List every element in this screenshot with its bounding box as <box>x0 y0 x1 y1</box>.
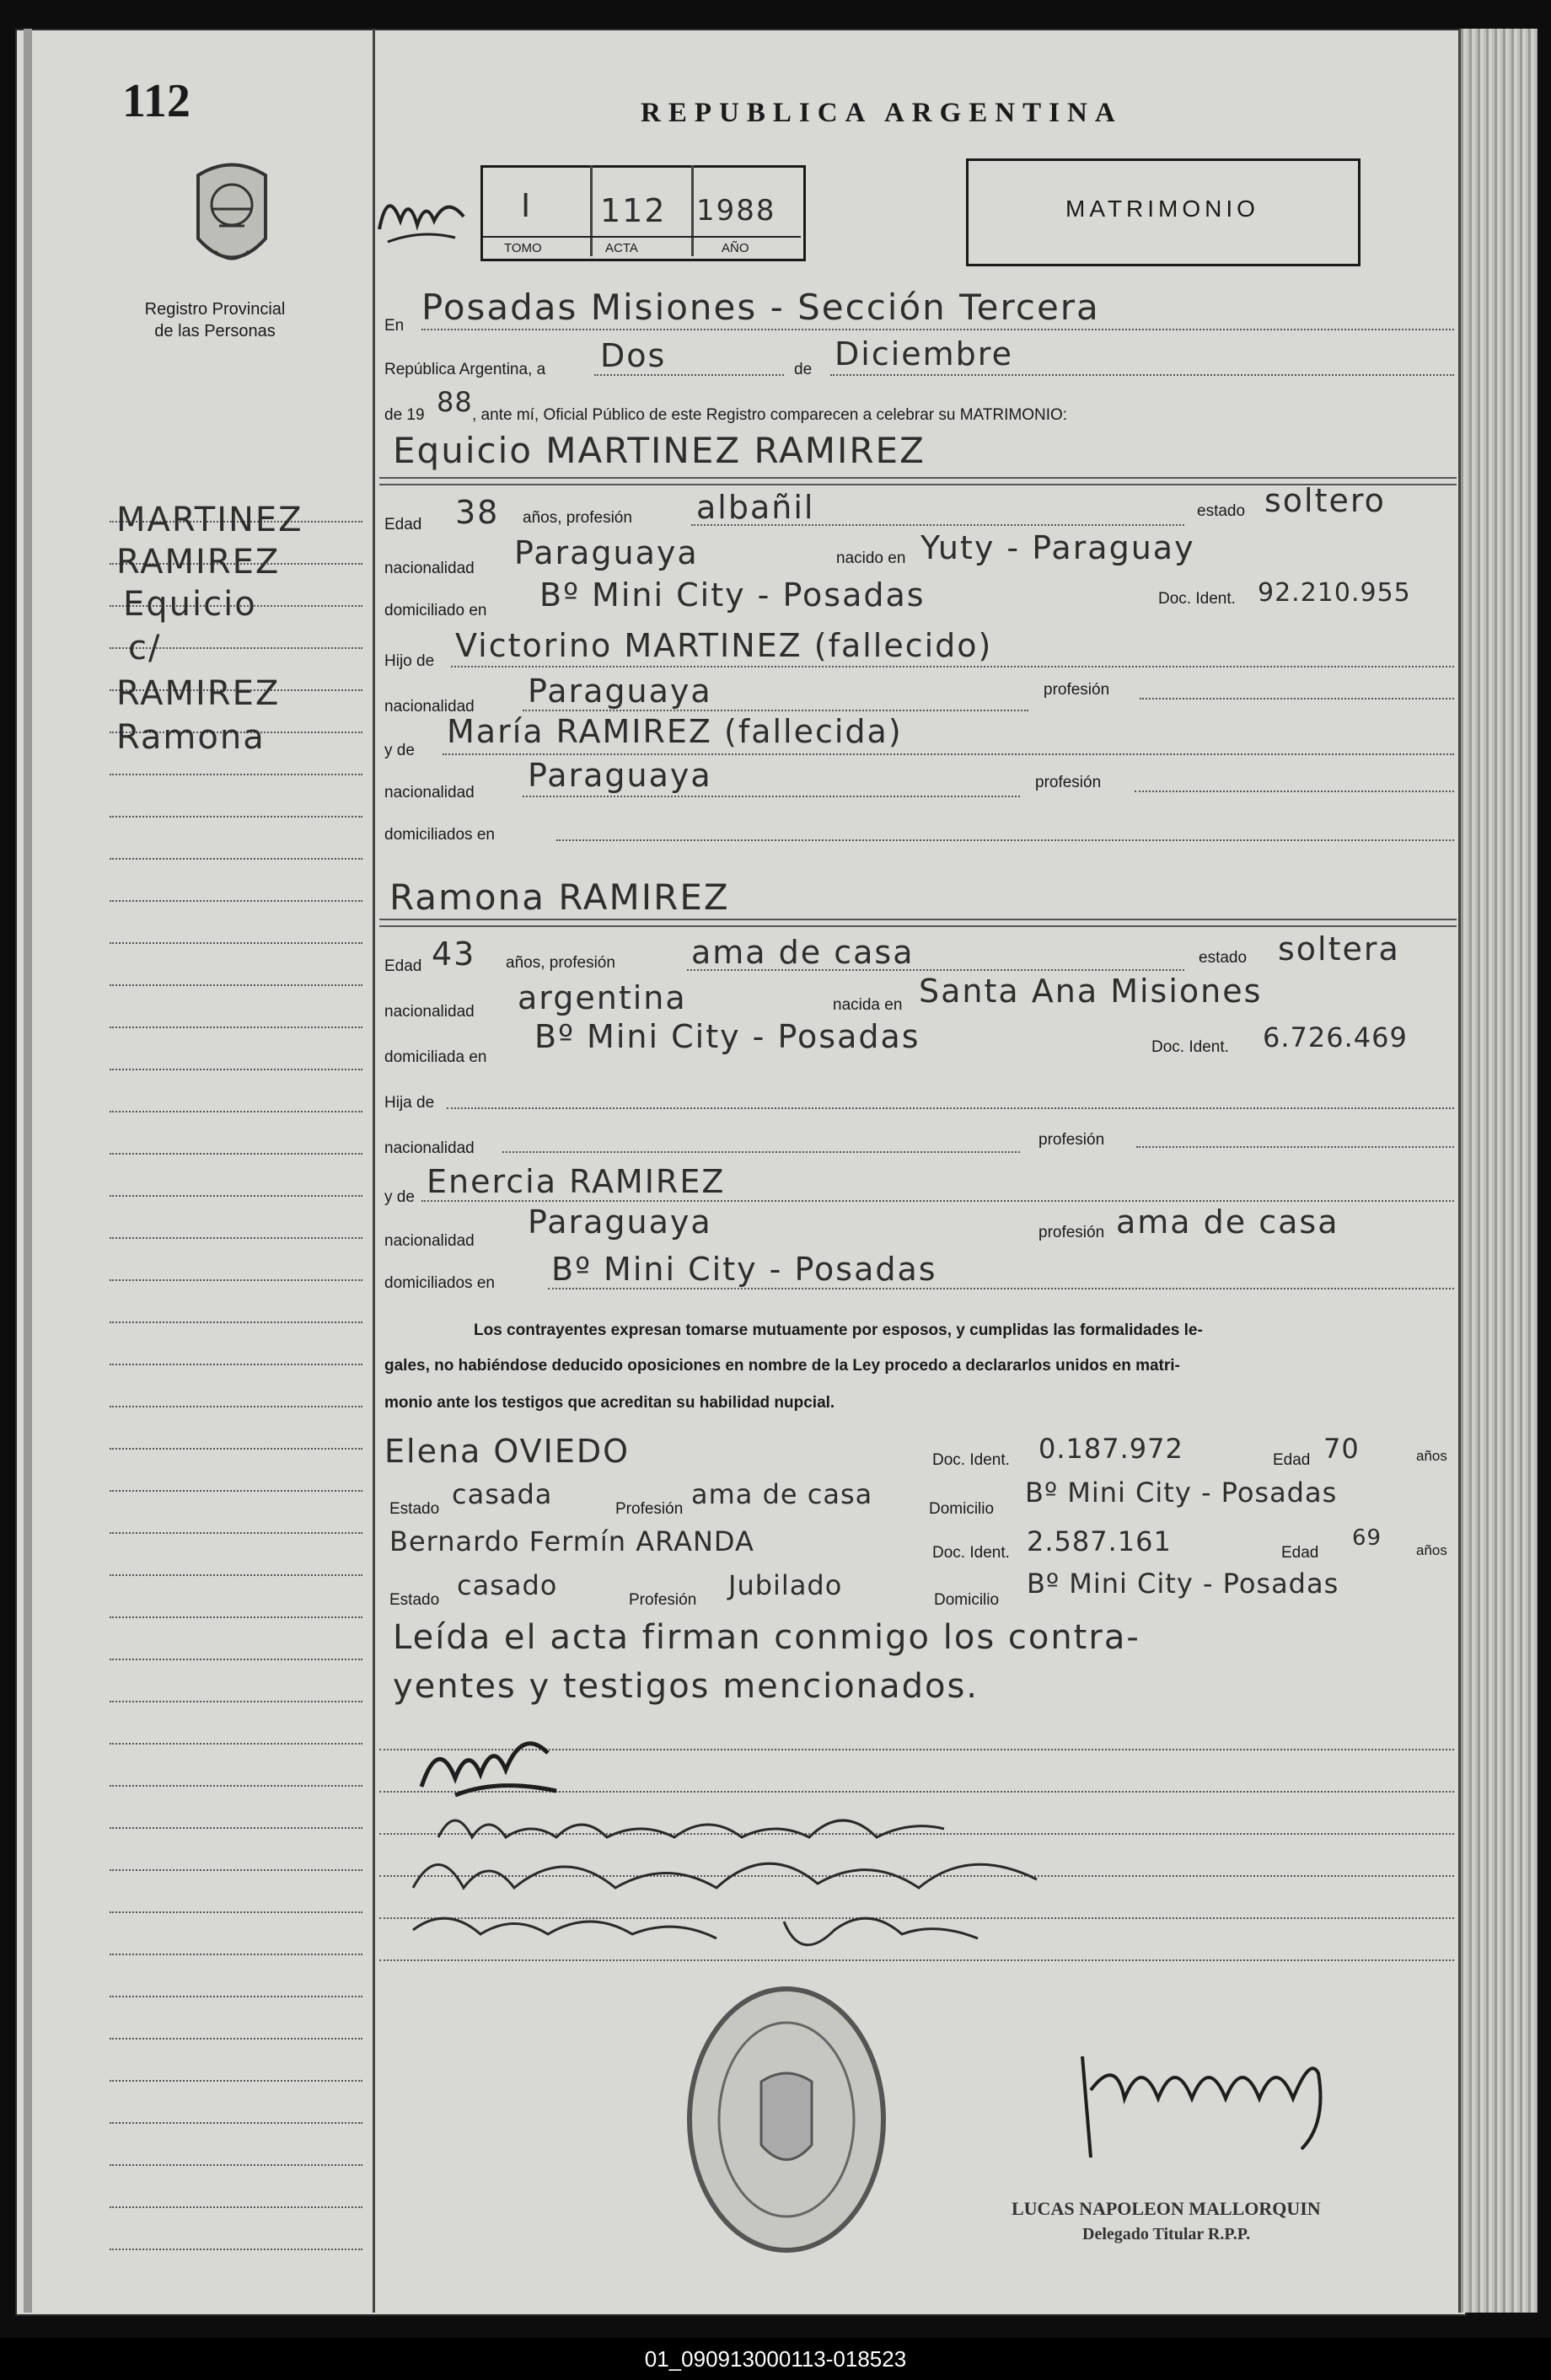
bride-madre-rule <box>421 1200 1454 1202</box>
bride-padres-dom-rule <box>548 1288 1454 1289</box>
bride-nacionalidad-label: nacionalidad <box>384 1003 475 1021</box>
groom-hijo-label: Hijo de <box>384 652 435 670</box>
en-label: En <box>384 317 405 335</box>
witness2-estado: casado <box>457 1569 558 1601</box>
place: Posadas Misiones - Sección Tercera <box>421 287 1100 328</box>
bride-doc-label: Doc. Ident. <box>1151 1038 1229 1056</box>
groom-padre-nac-label: nacionalidad <box>384 698 475 716</box>
ano-value: 1988 <box>696 194 776 228</box>
bride-doc: 6.726.469 <box>1263 1021 1408 1053</box>
witness2-prof: Jubilado <box>728 1569 843 1601</box>
acta-value: 112 <box>600 192 667 229</box>
groom-profesion: albañil <box>696 489 815 526</box>
witness2-name: Bernardo Fermín ARANDA <box>389 1525 754 1557</box>
bride-anos-label: años, profesión <box>506 954 615 972</box>
groom-madre-nac: Paraguaya <box>528 757 712 794</box>
bride-name-rule-2 <box>379 925 1457 927</box>
groom-padres-dom-label: domiciliados en <box>384 826 495 844</box>
closing-line-1: Leída el acta firman conmigo los contra- <box>393 1618 1140 1657</box>
groom-doc: 92.210.955 <box>1258 578 1411 608</box>
groom-padre-nac: Paraguaya <box>528 673 712 710</box>
record-base-line <box>482 236 801 238</box>
bride-nacida-label: nacida en <box>833 996 903 1014</box>
bride-profesion-rule <box>687 969 1184 971</box>
witness1-doc: 0.187.972 <box>1038 1433 1183 1465</box>
margin-bride-name: Ramona <box>116 718 266 757</box>
groom-padre-prof-rule <box>1140 698 1454 700</box>
witness1-name: Elena OVIEDO <box>384 1433 631 1470</box>
groom-y-de-label: y de <box>384 742 415 759</box>
month-rule <box>830 374 1454 376</box>
witness1-estado-label: Estado <box>389 1500 440 1518</box>
day-rule <box>594 374 784 376</box>
bride-padres-dom: Bº Mini City - Posadas <box>551 1251 937 1288</box>
official-stamp-icon <box>681 1981 892 2263</box>
margin-surname-2: RAMIREZ <box>116 543 281 582</box>
groom-padres-dom-rule <box>556 839 1454 841</box>
margin-surname-1: MARTINEZ <box>116 501 303 539</box>
record-divider-1 <box>590 165 593 256</box>
bride-nacionalidad: argentina <box>518 979 687 1016</box>
page-spine <box>24 29 32 2313</box>
bride-hija-rule <box>447 1107 1454 1109</box>
republica-label: República Argentina, a <box>384 361 546 378</box>
witness1-edad-label: Edad <box>1273 1451 1311 1469</box>
bride-edad: 43 <box>432 935 476 973</box>
registry-name-line2: de las Personas <box>154 322 276 340</box>
bride-madre-prof-label: profesión <box>1038 1224 1105 1241</box>
bride-hija-label: Hija de <box>384 1094 435 1112</box>
groom-domicilio: Bº Mini City - Posadas <box>539 576 926 614</box>
groom-padre-nac-rule <box>523 710 1028 711</box>
initials-signature-icon <box>371 179 472 259</box>
margin-bride-surname: RAMIREZ <box>116 674 281 713</box>
country-title: REPUBLICA ARGENTINA <box>641 98 1123 128</box>
bride-madre-nac-label: nacionalidad <box>384 1232 475 1250</box>
bride-prof-label: profesión <box>1038 1131 1105 1149</box>
acta-label: ACTA <box>605 241 638 255</box>
witness1-doc-label: Doc. Ident. <box>932 1451 1010 1469</box>
officer-name: LUCAS NAPOLEON MALLORQUIN <box>1012 2198 1321 2219</box>
groom-padre-rule <box>451 666 1454 667</box>
bride-madre-nac: Paraguaya <box>528 1203 712 1241</box>
ano-label: AÑO <box>722 241 749 255</box>
groom-profesion-rule <box>691 524 1184 526</box>
groom-edad-label: Edad <box>384 516 422 533</box>
groom-madre-rule <box>443 753 1454 755</box>
margin-given-name: Equicio <box>123 585 257 624</box>
bride-nac-label: nacionalidad <box>384 1139 475 1157</box>
bride-domicilio-label: domiciliada en <box>384 1048 487 1066</box>
de-label: de <box>794 361 813 378</box>
witness2-edad-label: Edad <box>1281 1544 1319 1562</box>
witness2-doc-label: Doc. Ident. <box>932 1544 1010 1562</box>
witness2-prof-label: Profesión <box>629 1591 697 1609</box>
page-number: 112 <box>122 75 191 127</box>
groom-name-rule <box>379 477 1457 479</box>
witness2-dom-label: Domicilio <box>934 1591 1000 1609</box>
month: Diciembre <box>835 335 1013 373</box>
groom-anos-label: años, profesión <box>523 509 632 527</box>
groom-madre-nac-label: nacionalidad <box>384 784 475 801</box>
witness1-prof: ama de casa <box>691 1478 873 1510</box>
witness1-dom-label: Domicilio <box>929 1500 995 1518</box>
document-id-footer: 01_090913000113-018523 <box>0 2338 1551 2380</box>
groom-estado-label: estado <box>1197 502 1246 520</box>
book-gutter <box>1458 29 1538 2313</box>
groom-domicilio-label: domiciliado en <box>384 602 487 619</box>
groom-edad: 38 <box>455 494 500 531</box>
witness1-anos-label: años <box>1416 1448 1447 1464</box>
provincial-seal-icon <box>181 158 282 289</box>
closing-line-2: yentes y testigos mencionados. <box>393 1667 979 1706</box>
bride-profesion: ama de casa <box>691 934 915 971</box>
groom-nacido-label: nacido en <box>836 549 906 567</box>
bride-nacida: Santa Ana Misiones <box>919 973 1263 1010</box>
witness2-dom: Bº Mini City - Posadas <box>1027 1568 1339 1600</box>
groom-madre-prof-rule <box>1135 791 1454 792</box>
groom-nacionalidad: Paraguaya <box>514 534 699 571</box>
witness1-prof-label: Profesión <box>615 1500 684 1518</box>
groom-doc-label: Doc. Ident. <box>1158 590 1236 608</box>
bride-padres-dom-label: domiciliados en <box>384 1274 495 1292</box>
witness1-estado: casada <box>452 1478 553 1510</box>
groom-nacionalidad-label: nacionalidad <box>384 560 475 577</box>
declaration-line-3: monio ante los testigos que acreditan su habilidad nupcial. <box>384 1394 835 1412</box>
groom-madre-prof-label: profesión <box>1035 774 1102 791</box>
groom-padre-prof-label: profesión <box>1044 681 1110 699</box>
bride-edad-label: Edad <box>384 957 422 975</box>
witness2-estado-label: Estado <box>389 1591 440 1609</box>
witness2-edad: 69 <box>1352 1525 1382 1551</box>
bride-estado-label: estado <box>1199 949 1248 967</box>
groom-madre: María RAMIREZ (fallecida) <box>447 713 903 750</box>
act-type: MATRIMONIO <box>1065 196 1259 222</box>
witness2-anos-label: años <box>1416 1542 1447 1558</box>
margin-divider <box>373 29 375 2313</box>
tomo-label: TOMO <box>504 241 542 255</box>
bride-name: Ramona RAMIREZ <box>389 876 730 918</box>
groom-padre: Victorino MARTINEZ (fallecido) <box>455 627 993 664</box>
year-prefix: de 19 <box>384 406 425 424</box>
register-page <box>15 29 1467 2316</box>
declaration-line-2: gales, no habiéndose deducido oposiciones en nombre de la Ley procedo a declararlos unidos en matri- <box>384 1357 1180 1375</box>
bride-madre-prof: ama de casa <box>1116 1203 1339 1241</box>
margin-conjunction: c/ <box>128 629 162 667</box>
bride-estado: soltera <box>1278 930 1400 968</box>
bride-y-de-label: y de <box>384 1188 415 1206</box>
witness2-doc: 2.587.161 <box>1027 1525 1172 1557</box>
witness2-signature-icon <box>396 1896 986 1968</box>
groom-name: Equicio MARTINEZ RAMIREZ <box>393 430 926 471</box>
intro-statement: , ante mí, Oficial Público de este Registro comparecen a celebrar su MATRIMONIO: <box>472 406 1068 424</box>
bride-prof-rule <box>1136 1146 1454 1148</box>
day: Dos <box>600 337 667 374</box>
declaration-line-1: Los contrayentes expresan tomarse mutuamente por esposos, y cumplidas las formalidades le- <box>474 1321 1203 1339</box>
bride-name-rule <box>379 919 1457 920</box>
groom-madre-nac-rule <box>523 796 1020 797</box>
page-edge <box>1458 29 1461 2313</box>
groom-nacido: Yuty - Paraguay <box>920 529 1195 566</box>
registry-name-line1: Registro Provincial <box>144 300 286 319</box>
officer-title: Delegado Titular R.P.P. <box>1082 2225 1251 2243</box>
place-rule <box>421 329 1454 330</box>
bride-nac-rule <box>502 1151 1020 1153</box>
year-value: 88 <box>437 386 473 418</box>
bride-domicilio: Bº Mini City - Posadas <box>534 1018 920 1055</box>
record-divider-2 <box>691 165 694 256</box>
officer-signature-icon <box>1065 2023 1335 2187</box>
groom-estado: soltero <box>1264 482 1386 519</box>
tomo-value: I <box>521 187 533 224</box>
witness1-edad: 70 <box>1323 1433 1360 1465</box>
registry-name <box>122 298 308 342</box>
witness1-dom: Bº Mini City - Posadas <box>1025 1477 1338 1509</box>
bride-madre: Enercia RAMIREZ <box>427 1163 726 1200</box>
